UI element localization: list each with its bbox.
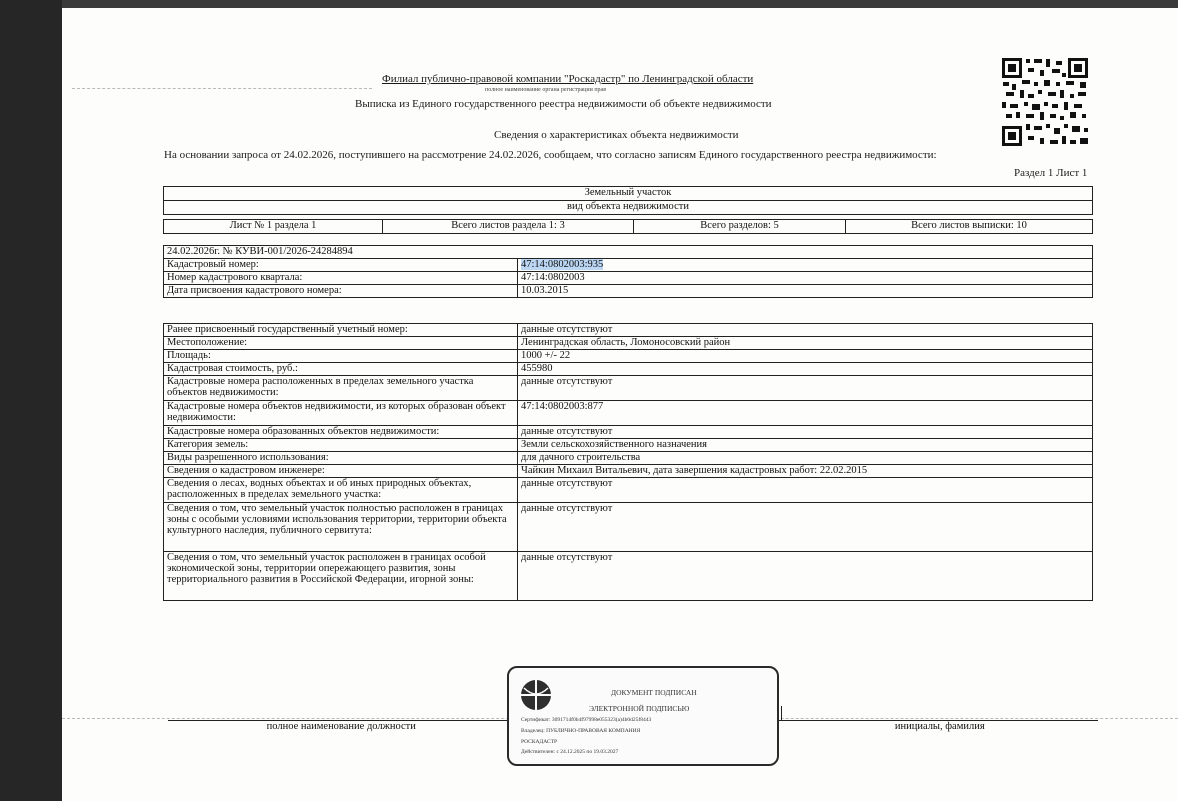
stamp-owner: Владелец: ПУБЛИЧНО-ПРАВОВАЯ КОМПАНИЯ bbox=[521, 728, 641, 734]
detail-label: Виды разрешенного использования: bbox=[164, 452, 518, 465]
detail-value: данные отсутствуют bbox=[518, 503, 1093, 552]
detail-value: данные отсутствуют bbox=[518, 324, 1093, 337]
cadastral-number-label: Кадастровый номер: bbox=[164, 259, 518, 272]
extract-title: Выписка из Единого государственного реестра недвижимости об объекте недвижимости bbox=[355, 98, 772, 110]
initials-cell bbox=[782, 706, 1099, 721]
detail-value: данные отсутствуют bbox=[518, 426, 1093, 439]
detail-value: 455980 bbox=[518, 363, 1093, 376]
detail-value: 1000 +/- 22 bbox=[518, 350, 1093, 363]
top-bar bbox=[0, 0, 1178, 8]
e-signature-stamp bbox=[507, 666, 779, 766]
detail-label: Сведения о том, что земельный участок расположен в границах особой экономической зоны, территории опережающего развития, зоны территориального развития в Российской Федерации, игорной зоны: bbox=[164, 552, 518, 601]
detail-value: для дачного строительства bbox=[518, 452, 1093, 465]
detail-label: Сведения о кадастровом инженере: bbox=[164, 465, 518, 478]
assign-date-label: Дата присвоения кадастрового номера: bbox=[164, 285, 518, 298]
position-caption: полное наименование должности bbox=[266, 721, 416, 732]
sheet-info-table bbox=[163, 219, 1093, 234]
sheets-in-section: Всего листов раздела 1: 3 bbox=[383, 220, 634, 234]
section-title: Сведения о характеристиках объекта недвижимости bbox=[494, 129, 739, 141]
details-table bbox=[163, 323, 1093, 601]
detail-label: Сведения о лесах, водных объектах и об иных природных объектах, расположенных в пределах земельного участка: bbox=[164, 478, 518, 503]
detail-value: данные отсутствуют bbox=[518, 376, 1093, 401]
detail-value: данные отсутствуют bbox=[518, 552, 1093, 601]
cadastral-number-value[interactable] bbox=[518, 259, 1093, 272]
stamp-emblem-icon bbox=[519, 678, 553, 712]
quarter-number-value: 47:14:0802003 bbox=[518, 272, 1093, 285]
viewer-left-strip bbox=[0, 0, 62, 801]
detail-label: Ранее присвоенный государственный учетный номер: bbox=[164, 324, 518, 337]
detail-value: данные отсутствуют bbox=[518, 478, 1093, 503]
stamp-line2: ЭЛЕКТРОННОЙ ПОДПИСЬЮ bbox=[589, 704, 690, 713]
detail-value: Земли сельскохозяйственного назначения bbox=[518, 439, 1093, 452]
org-caption: полное наименование органа регистрации прав bbox=[485, 87, 607, 93]
stamp-validity: Действителен: с 24.12.2025 по 19.03.2027 bbox=[521, 749, 619, 755]
section-sheet-label: Раздел 1 Лист 1 bbox=[1014, 167, 1088, 179]
request-text: На основании запроса от 24.02.2026, поступившего на рассмотрение 24.02.2026, сообщаем, что согласно записям Единого государственного реестра недвижимости: bbox=[164, 149, 937, 161]
assign-date-value: 10.03.2015 bbox=[518, 285, 1093, 298]
object-type: Земельный участок bbox=[164, 187, 1093, 201]
stamp-owner-2: РОСКАДАСТР bbox=[521, 739, 558, 745]
detail-value: Ленинградская область, Ломоносовский район bbox=[518, 337, 1093, 350]
sheets-total: Всего листов выписки: 10 bbox=[846, 220, 1093, 234]
position-cell bbox=[168, 706, 515, 721]
stamp-line1: ДОКУМЕНТ ПОДПИСАН bbox=[611, 688, 697, 697]
cadastral-number-text[interactable]: 47:14:0802003:935 bbox=[521, 259, 604, 270]
detail-value: Чайкин Михаил Витальевич, дата завершения кадастровых работ: 22.02.2015 bbox=[518, 465, 1093, 478]
org-name: Филиал публично-правовой компании "Роскадастр" по Ленинградской области bbox=[382, 73, 754, 85]
qr-code bbox=[1000, 56, 1090, 148]
detail-label: Площадь: bbox=[164, 350, 518, 363]
object-type-caption: вид объекта недвижимости bbox=[164, 201, 1093, 215]
detail-label: Сведения о том, что земельный участок полностью расположен в границах зоны с особыми условиями использования территории, территории объекта культурного наследия, публичного сервитута: bbox=[164, 503, 518, 552]
quarter-number-label: Номер кадастрового квартала: bbox=[164, 272, 518, 285]
document-page bbox=[62, 8, 1178, 801]
sheet-number: Лист № 1 раздела 1 bbox=[164, 220, 383, 234]
scan-artifact-line bbox=[72, 88, 372, 89]
stamp-certificate: Сертификат: 3091714f0b4f97998e055323(a)4b0d25f8443 bbox=[521, 717, 652, 723]
initials-caption: инициалы, фамилия bbox=[894, 721, 985, 732]
detail-label: Кадастровые номера образованных объектов недвижимости: bbox=[164, 426, 518, 439]
detail-label: Кадастровые номера расположенных в пределах земельного участка объектов недвижимости: bbox=[164, 376, 518, 401]
doc-number: 24.02.2026г. № КУВИ-001/2026-24284894 bbox=[164, 246, 1093, 259]
detail-label: Кадастровая стоимость, руб.: bbox=[164, 363, 518, 376]
detail-label: Местоположение: bbox=[164, 337, 518, 350]
detail-value: 47:14:0802003:877 bbox=[518, 401, 1093, 426]
object-type-table bbox=[163, 186, 1093, 215]
detail-label: Категория земель: bbox=[164, 439, 518, 452]
sections-total: Всего разделов: 5 bbox=[634, 220, 846, 234]
detail-label: Кадастровые номера объектов недвижимости, из которых образован объект недвижимости: bbox=[164, 401, 518, 426]
identity-table bbox=[163, 245, 1093, 298]
